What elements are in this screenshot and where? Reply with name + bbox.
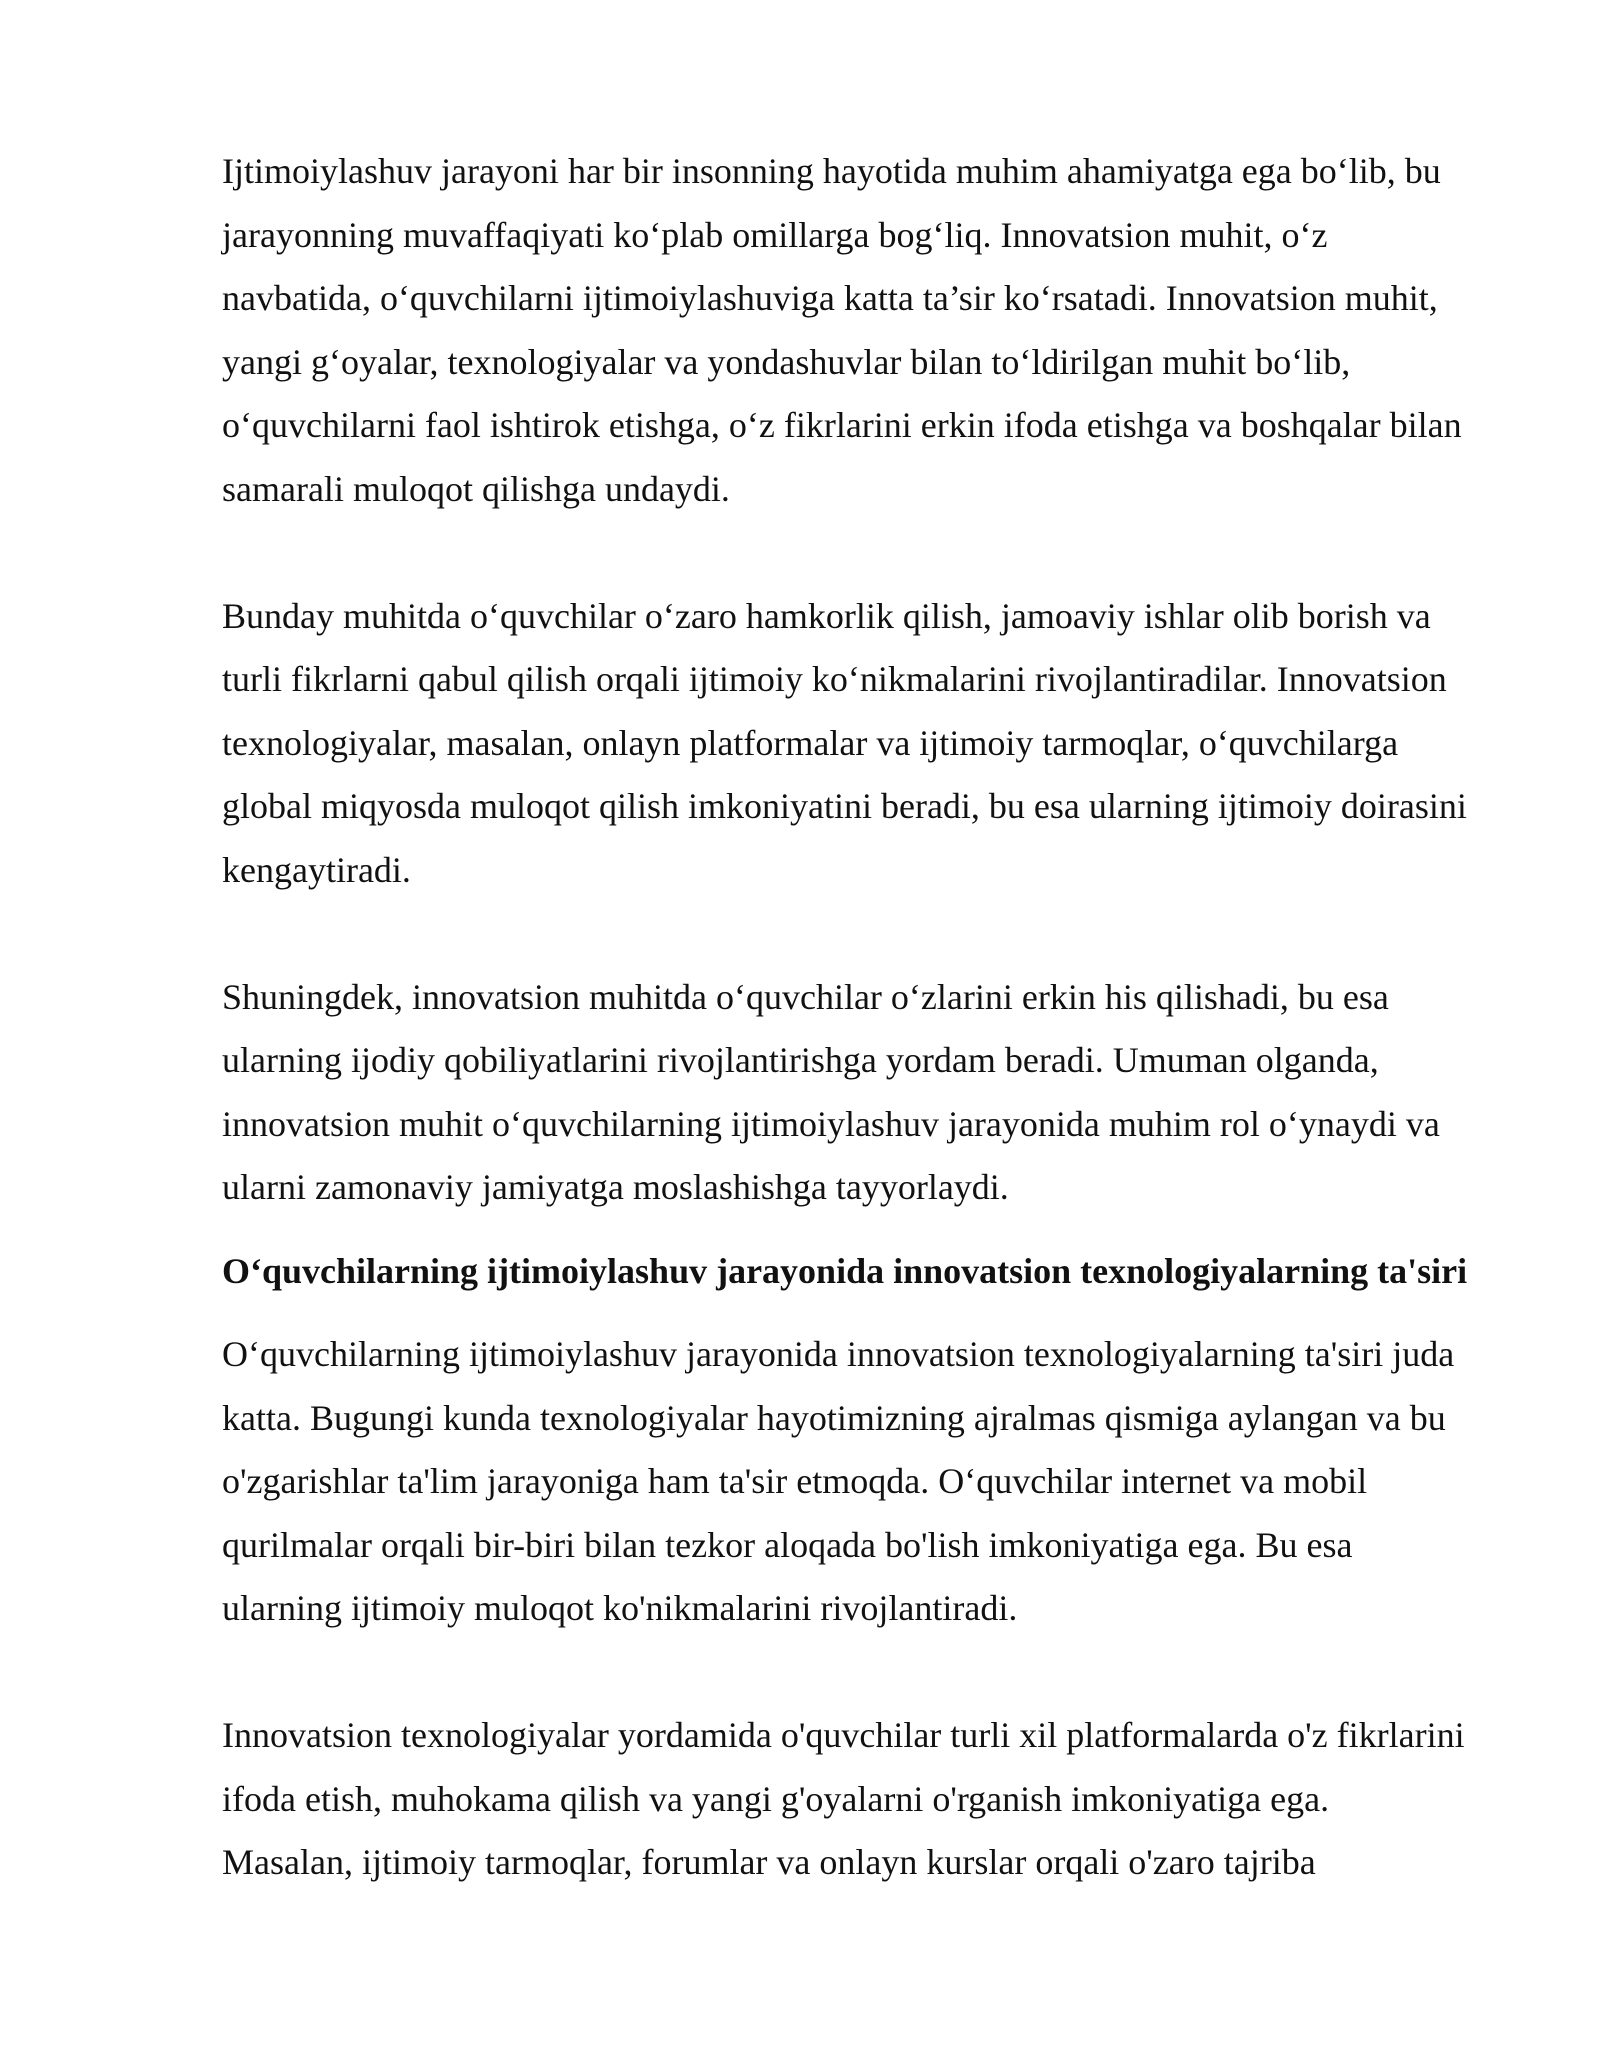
paragraph-line: o‘quvchilarni faol ishtirok etishga, o‘z fikrlarini erkin ifoda etishga va boshqalar bilan [222, 405, 1462, 445]
paragraph-line: jarayonning muvaffaqiyati ko‘plab omillarga bog‘liq. Innovatsion muhit, o‘z [222, 214, 1328, 255]
paragraph-line: yangi g‘oyalar, texnologiyalar va yondashuvlar bilan to‘ldirilgan muhit bo‘lib, [222, 341, 1351, 382]
paragraph-1 [222, 140, 1492, 521]
paragraph-line: qurilmalar orqali bir-biri bilan tezkor aloqada bo'lish imkoniyatiga ega. Bu esa [222, 1524, 1353, 1565]
paragraph-line: global miqyosda muloqot qilish imkoniyatini beradi, bu esa ularning ijtimoiy doirasini [222, 786, 1467, 826]
document-body [222, 140, 1492, 1895]
paragraph-line: Innovatsion texnologiyalar yordamida o'quvchilar turli xil platformalarda o'z fikrlarini [222, 1715, 1465, 1755]
paragraph-5 [222, 1704, 1492, 1895]
paragraph-line: innovatsion muhit o‘quvchilarning ijtimoiylashuv jarayonida muhim rol o‘ynaydi va [222, 1103, 1440, 1144]
paragraph-line: navbatida, o‘quvchilarni ijtimoiylashuviga katta ta’sir ko‘rsatadi. Innovatsion muhit, [222, 278, 1438, 318]
paragraph-line: Bunday muhitda o‘quvchilar o‘zaro hamkorlik qilish, jamoaviy ishlar olib borish va [222, 595, 1431, 636]
paragraph-line: texnologiyalar, masalan, onlayn platformalar va ijtimoiy tarmoqlar, o‘quvchilarga [222, 722, 1399, 763]
paragraph-3 [222, 966, 1492, 1220]
paragraph-4 [222, 1323, 1492, 1641]
paragraph-line: Ijtimoiylashuv jarayoni har bir insonning hayotida muhim ahamiyatga ega bo‘lib, bu [222, 151, 1441, 191]
paragraph-line: katta. Bugungi kunda texnologiyalar hayotimizning ajralmas qismiga aylangan va bu [222, 1397, 1446, 1438]
paragraph-line: kengaytiradi. [222, 849, 411, 890]
paragraph-line: ularni zamonaviy jamiyatga moslashishga tayyorlaydi. [222, 1167, 1009, 1207]
paragraph-line: ularning ijodiy qobiliyatlarini rivojlantirishga yordam beradi. Umuman olganda, [222, 1040, 1379, 1080]
paragraph-line: ularning ijtimoiy muloqot ko'nikmalarini rivojlantiradi. [222, 1588, 1018, 1628]
paragraph-line: ifoda etish, muhokama qilish va yangi g'oyalarni o'rganish imkoniyatiga ega. [222, 1778, 1330, 1819]
paragraph-line: Shuningdek, innovatsion muhitda o‘quvchilar o‘zlarini erkin his qilishadi, bu esa [222, 976, 1389, 1017]
paragraph-2 [222, 585, 1492, 903]
paragraph-line: O‘quvchilarning ijtimoiylashuv jarayonida innovatsion texnologiyalarning ta'siri juda [222, 1334, 1455, 1374]
paragraph-line: o'zgarishlar ta'lim jarayoniga ham ta'sir etmoqda. O‘quvchilar internet va mobil [222, 1461, 1368, 1501]
paragraph-line: samarali muloqot qilishga undaydi. [222, 468, 730, 509]
section-heading: O‘quvchilarning ijtimoiylashuv jarayonida innovatsion texnologiyalarning ta'siri [222, 1250, 1468, 1291]
paragraph-line: Masalan, ijtimoiy tarmoqlar, forumlar va onlayn kurslar orqali o'zaro tajriba [222, 1842, 1316, 1882]
paragraph-line: turli fikrlarni qabul qilish orqali ijtimoiy ko‘nikmalarini rivojlantiradilar. Innovatsion [222, 659, 1447, 699]
